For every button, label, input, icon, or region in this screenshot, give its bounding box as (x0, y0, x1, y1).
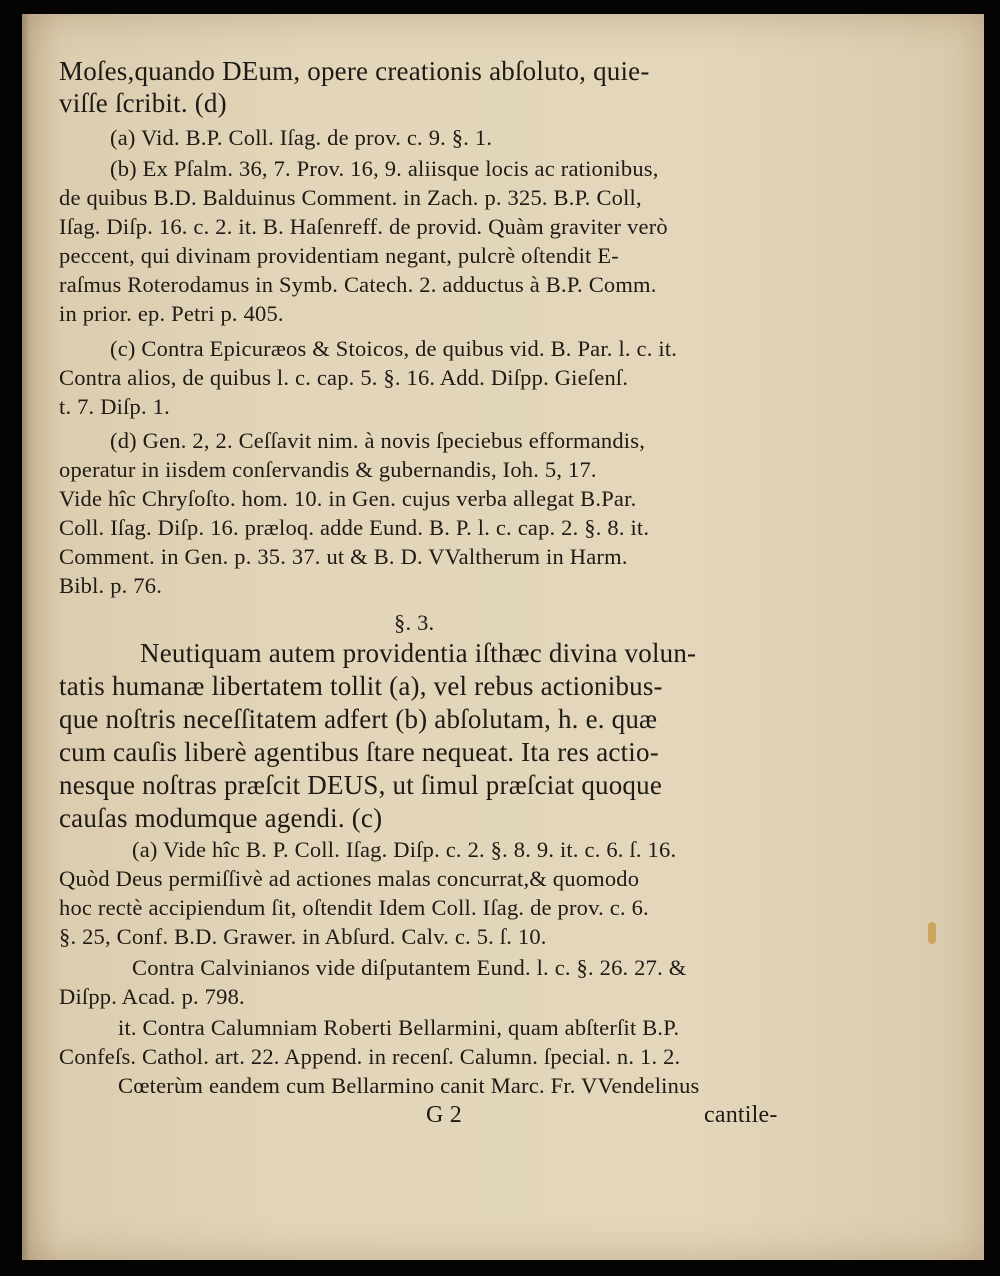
paragraph-line-2: tatis humanæ libertatem tollit (a), vel rebus actionibus- (59, 671, 663, 701)
note-a-line-1: (a) Vide hîc B. P. Coll. Iſag. Diſp. c. 2. §. 8. 9. it. c. 6. ſ. 16. (132, 837, 677, 862)
footnote-b-line-4: peccent, qui divinam providentiam negant, pulcrè oſtendit E- (59, 243, 619, 268)
paragraph-line-1: Neutiquam autem providentia iſthæc divina volun- (140, 638, 697, 668)
note-a-line-5: Contra Calvinianos vide diſputantem Eund. l. c. §. 26. 27. & (132, 955, 687, 980)
footnote-b-line-3: Iſag. Diſp. 16. c. 2. it. B. Haſenreff. de provid. Quàm graviter verò (59, 214, 668, 239)
paragraph-line-3: que noſtris neceſſitatem adfert (b) abſolutam, h. e. quæ (59, 704, 658, 734)
footnote-c-line-3: t. 7. Diſp. 1. (59, 394, 170, 419)
note-a-line-4: §. 25, Conf. B.D. Grawer. in Abſurd. Calv. c. 5. ſ. 10. (59, 924, 547, 949)
text-line-2: viſſe ſcribit. (d) (59, 88, 227, 118)
footnote-d-line-5: Comment. in Gen. p. 35. 37. ut & B. D. VValtherum in Harm. (59, 544, 628, 569)
page-gutter-shadow (22, 14, 30, 1260)
signature-mark: G 2 (426, 1102, 462, 1128)
note-a-line-9: Cœterùm eandem cum Bellarmino canit Marc. Fr. VVendelinus (118, 1073, 700, 1098)
paragraph-line-6: cauſas modumque agendi. (c) (59, 803, 383, 833)
catchword: cantile- (704, 1102, 778, 1128)
section-heading: §. 3. (394, 610, 435, 635)
footnote-b-line-2: de quibus B.D. Balduinus Comment. in Zach. p. 325. B.P. Coll, (59, 185, 642, 210)
footnote-d-line-6: Bibl. p. 76. (59, 573, 163, 598)
page-stain (928, 922, 936, 944)
footnote-b-line-1: (b) Ex Pſalm. 36, 7. Prov. 16, 9. aliisque locis ac rationibus, (110, 156, 659, 181)
footnote-d-line-2: operatur in iisdem conſervandis & gubernandis, Ioh. 5, 17. (59, 457, 597, 482)
note-a-line-2: Quòd Deus permiſſivè ad actiones malas concurrat,& quomodo (59, 866, 640, 891)
footnote-d-line-1: (d) Gen. 2, 2. Ceſſavit nim. à novis ſpeciebus efformandis, (110, 428, 646, 453)
book-page (22, 14, 984, 1260)
paragraph-line-5: nesque noſtras præſcit DEUS, ut ſimul præſciat quoque (59, 770, 663, 800)
footnote-b-line-5: raſmus Roterodamus in Symb. Catech. 2. adductus à B.P. Comm. (59, 272, 657, 297)
footnote-c-line-2: Contra alios, de quibus l. c. cap. 5. §. 16. Add. Diſpp. Gieſenſ. (59, 365, 629, 390)
note-a-line-6: Diſpp. Acad. p. 798. (59, 984, 245, 1009)
footnote-a-line: (a) Vid. B.P. Coll. Iſag. de prov. c. 9. §. 1. (110, 125, 493, 150)
note-a-line-8: Confeſs. Cathol. art. 22. Append. in recenſ. Calumn. ſpecial. n. 1. 2. (59, 1044, 681, 1069)
footnote-c-line-1: (c) Contra Epicuræos & Stoicos, de quibus vid. B. Par. l. c. it. (110, 336, 678, 361)
footnote-d-line-3: Vide hîc Chryſoſto. hom. 10. in Gen. cujus verba allegat B.Par. (59, 486, 637, 511)
paragraph-line-4: cum cauſis liberè agentibus ſtare nequeat. Ita res actio- (59, 737, 659, 767)
text-line-1: Moſes,quando DEum, opere creationis abſoluto, quie- (59, 56, 650, 86)
note-a-line-3: hoc rectè accipiendum ſit, oſtendit Idem Coll. Iſag. de prov. c. 6. (59, 895, 649, 920)
footnote-b-line-6: in prior. ep. Petri p. 405. (59, 301, 284, 326)
note-a-line-7: it. Contra Calumniam Roberti Bellarmini, quam abſterſit B.P. (118, 1015, 680, 1040)
footnote-d-line-4: Coll. Iſag. Diſp. 16. præloq. adde Eund. B. P. l. c. cap. 2. §. 8. it. (59, 515, 650, 540)
